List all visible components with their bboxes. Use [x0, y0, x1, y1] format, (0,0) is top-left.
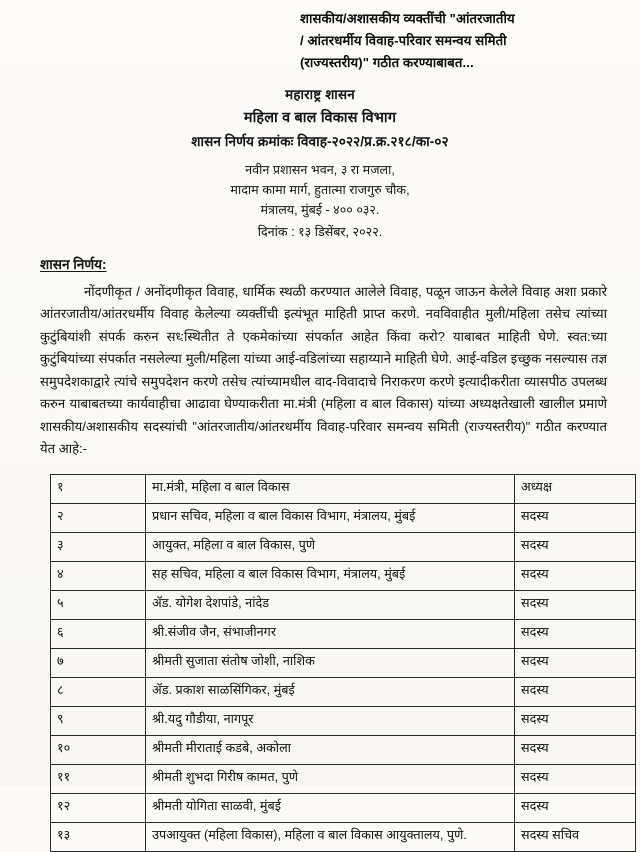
- address-line-1: नवीन प्रशासन भवन, ३ रा मजला,: [245, 162, 395, 177]
- cell-role: सदस्य: [515, 503, 636, 532]
- cell-role: सदस्य: [515, 532, 636, 561]
- cell-sr: ११: [51, 764, 146, 793]
- table-row: [51, 735, 636, 764]
- cell-role: सदस्य: [515, 561, 636, 590]
- cell-role: सदस्य: [515, 764, 636, 793]
- document-date: दिनांक : १३ डिसेंबर, २०२२.: [257, 224, 383, 239]
- cell-sr: २: [51, 503, 146, 532]
- cell-sr: ६: [51, 619, 146, 648]
- cell-role: सदस्य: [515, 706, 636, 735]
- table-row: [51, 503, 636, 532]
- department-name: महिला व बाल विकास विभाग: [243, 110, 397, 127]
- cell-sr: १: [51, 474, 146, 503]
- table-row: [51, 764, 636, 793]
- decision-heading: शासन निर्णय:: [40, 256, 107, 272]
- subject-line-1: शासकीय/अशासकीय व्यक्तींची "आंतरजातीय: [300, 11, 515, 26]
- table-row: [51, 474, 636, 503]
- cell-sr: १३: [51, 822, 146, 851]
- cell-description: श्रीमती योगिता साळवी, मुंबई: [146, 793, 515, 822]
- gr-number: शासन निर्णय क्रमांकः विवाह-२०२२/प्र.क्र.२१८/का-०२: [191, 134, 449, 150]
- cell-role: अध्यक्ष: [515, 474, 636, 503]
- cell-role: सदस्य: [515, 648, 636, 677]
- decision-paragraph: [40, 281, 607, 461]
- subject-line-2: / आंतरधर्मीय विवाह-परिवार समन्वय समिती: [300, 32, 507, 48]
- cell-sr: ८: [51, 677, 146, 706]
- table-body: [51, 474, 636, 851]
- table-row: [51, 590, 636, 619]
- table-row: [51, 619, 636, 648]
- cell-description: श्री.यदु गौडीया, नागपूर: [146, 706, 515, 735]
- cell-description: आयुक्त, महिला व बाल विकास, पुणे: [146, 532, 515, 561]
- cell-description: प्रधान सचिव, महिला व बाल विकास विभाग, मंत्रालय, मुंबई: [146, 503, 515, 532]
- cell-description: श्रीमती सुजाता संतोष जोशी, नाशिक: [146, 648, 515, 677]
- cell-sr: ९: [51, 706, 146, 735]
- cell-role: सदस्य: [515, 735, 636, 764]
- government-header: [0, 85, 640, 152]
- cell-sr: ३: [51, 532, 146, 561]
- cell-sr: ४: [51, 561, 146, 590]
- table-row: [51, 677, 636, 706]
- table-row: [51, 706, 636, 735]
- cell-description: श्रीमती शुभदा गिरीष कामत, पुणे: [146, 764, 515, 793]
- table-row: [51, 561, 636, 590]
- cell-description: श्री.संजीव जैन, संभाजीनगर: [146, 619, 515, 648]
- committee-members-table: [50, 474, 636, 852]
- table-row: [51, 532, 636, 561]
- cell-role: सदस्य: [515, 793, 636, 822]
- address-line-2: मादाम कामा मार्ग, हुतात्मा राजगुरु चौक,: [230, 182, 410, 197]
- cell-sr: ७: [51, 648, 146, 677]
- cell-role: सदस्य: [515, 590, 636, 619]
- cell-description: मा.मंत्री, महिला व बाल विकास: [146, 474, 515, 503]
- address-line-3: मंत्रालय, मुंबई - ४०० ०३२.: [260, 203, 380, 218]
- cell-description: सह सचिव, महिला व बाल विकास विभाग, मंत्रालय, मुंबई: [146, 561, 515, 590]
- table-row: [51, 793, 636, 822]
- office-address: [0, 160, 640, 221]
- subject-block: [300, 0, 630, 73]
- table-row: [51, 822, 636, 851]
- table-row: [51, 648, 636, 677]
- cell-sr: ५: [51, 590, 146, 619]
- cell-sr: १२: [51, 793, 146, 822]
- cell-role: सदस्य: [515, 677, 636, 706]
- cell-role: सदस्य: [515, 619, 636, 648]
- subject-line-3: (राज्यस्तरीय)" गठीत करण्याबाबत...: [300, 54, 474, 70]
- cell-description: ॲड. प्रकाश साळसिंगिकर, मुंबई: [146, 677, 515, 706]
- paragraph-text: नोंदणीकृत / अनोंदणीकृत विवाह, धार्मिक स्थळी करण्यात आलेले विवाह, पळून जाऊन केलेले विवाह अशा प्रकारे आंतरजातीय/आंतरधर्मीय विवाह केलेल्या व्यक्तींची इत्यंभूत माहिती प्राप्त करणे. नवविवाहीत मुली/महिला तसेच त्यांच्या कुटुंबियांशी संपर्क करुन सध्‍:स्थितीत ते एकमेकांच्या संपर्कात आहेत किंवा करो? याबाबत माहिती घेणे. स्वत:च्या कुटुंबियांच्या संपर्कात नसलेल्या मुली/महिला यांच्या आई-वडिलांच्या सहाय्याने माहिती घेणे. आई-वडिल इच्छुक नसल्यास तज्ञ समुपदेशकाद्वारे त्यांचे समुपदेशन करणे तसेच त्यांच्यामधील वाद-विवादाचे निराकरण करणे इत्यादीकरीता व्यासपीठ उपलब्ध करुन याबाबतच्या कार्यवाहीचा आढावा घेण्याकरीता मा.मंत्री (महिला व बाल विकास) यांच्या अध्यक्षतेखाली खालील प्रमाणे शासकीय/अशासकीय सदस्यांची "आंतरजातीय/आंतरधर्मीय विवाह-परिवार समन्वय समिती (राज्यस्तरीय)" गठीत करण्यात येत आहे:-: [40, 283, 607, 457]
- cell-role: सदस्य सचिव: [515, 822, 636, 851]
- government-name: महाराष्ट्र शासन: [285, 87, 355, 103]
- cell-description: श्रीमती मीराताई कडबे, अकोला: [146, 735, 515, 764]
- cell-sr: १०: [51, 735, 146, 764]
- cell-description: ॲड. योगेश देशपांडे, नांदेड: [146, 590, 515, 619]
- cell-description: उपआयुक्त (महिला विकास), महिला व बाल विकास आयुक्तालय, पुणे.: [146, 822, 515, 851]
